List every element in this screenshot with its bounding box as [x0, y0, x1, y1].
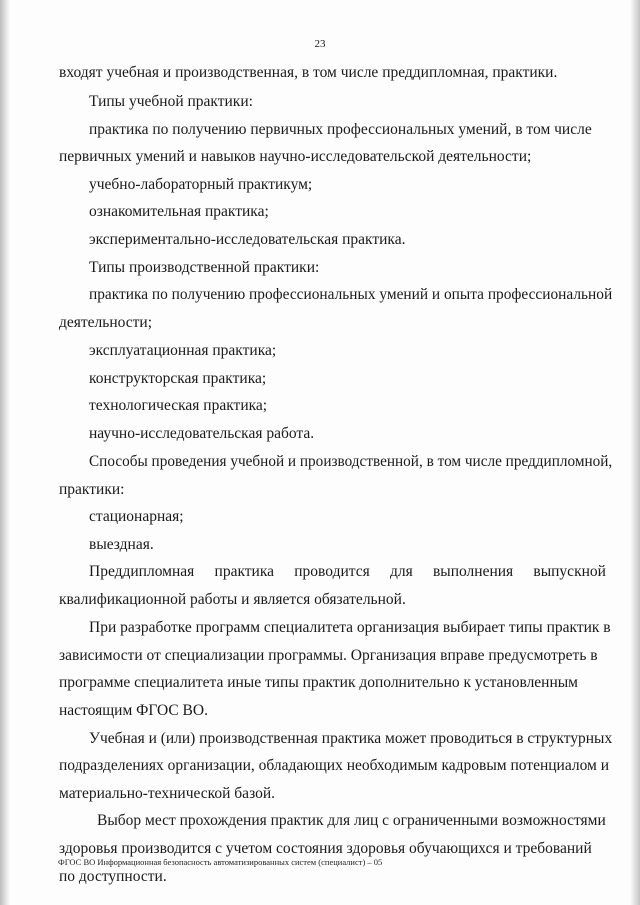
text-line: практики: — [59, 481, 125, 498]
text-line: по доступности. — [59, 868, 167, 885]
text-line — [89, 563, 606, 581]
word: выполнения — [432, 563, 514, 580]
text-line: подразделениях организации, обладающих необходимым кадровым потенциалом и — [59, 757, 610, 774]
text-line: ознакомительная практика; — [89, 203, 269, 220]
line-text: практика по получению первичных профессиональных умений, в том числе — [89, 121, 592, 138]
text-line: первичных умений и навыков научно-исследовательской деятельности; — [59, 148, 532, 165]
text-line: практика по получению профессиональных умений и опыта профессиональной — [89, 286, 613, 303]
text-line: Учебная и (или) производственная практика может проводиться в структурных — [89, 730, 613, 747]
text-line: Выбор мест прохождения практик для лиц с ограниченными возможностями — [97, 812, 606, 829]
word: выпускной — [533, 563, 606, 580]
text-line — [89, 121, 604, 139]
page-footer: ФГОС ВО Информационная безопасность автоматизированных систем (специалист) – 05 — [58, 857, 383, 867]
scan-edge-right — [630, 0, 640, 905]
scan-edge-left — [0, 0, 10, 905]
text-line: здоровья производится с учетом состояния здоровья обучающихся и требований — [59, 840, 592, 857]
word: Преддипломная — [89, 563, 195, 580]
text-line: научно-исследовательская работа. — [89, 425, 315, 442]
text-line: настоящим ФГОС ВО. — [59, 702, 208, 719]
text-line: деятельности; — [59, 314, 153, 331]
text-line: Типы учебной практики: — [89, 93, 253, 110]
text-line: технологическая практика; — [89, 397, 268, 414]
word: проводится — [294, 563, 370, 580]
text-line: квалификационной работы и является обязательной. — [59, 591, 406, 608]
text-line: эксплуатационная практика; — [89, 342, 277, 359]
text-line: выездная. — [89, 536, 154, 553]
text-line: материально-технической базой. — [59, 785, 276, 802]
text-line: конструкторская практика; — [89, 370, 267, 387]
text-line: При разработке программ специалитета организация выбирает типы практик в — [89, 619, 611, 636]
text-line: экспериментально-исследовательская практика. — [89, 231, 406, 248]
word: для — [389, 563, 413, 580]
page-number: 23 — [314, 38, 326, 50]
text-line: учебно-лабораторный практикум; — [89, 176, 313, 193]
text-line: входят учебная и производственная, в том числе преддипломная, практики. — [59, 64, 558, 81]
text-line: программе специалитета иные типы практик дополнительно к установленным — [59, 674, 578, 691]
text-line: Типы производственной практики: — [89, 259, 320, 276]
text-line: Способы проведения учебной и производственной, в том числе преддипломной, — [89, 453, 613, 470]
text-line: зависимости от специализации программы. Организация вправе предусмотреть в — [59, 647, 598, 664]
word: практика — [214, 563, 275, 580]
text-line: стационарная; — [89, 508, 184, 525]
